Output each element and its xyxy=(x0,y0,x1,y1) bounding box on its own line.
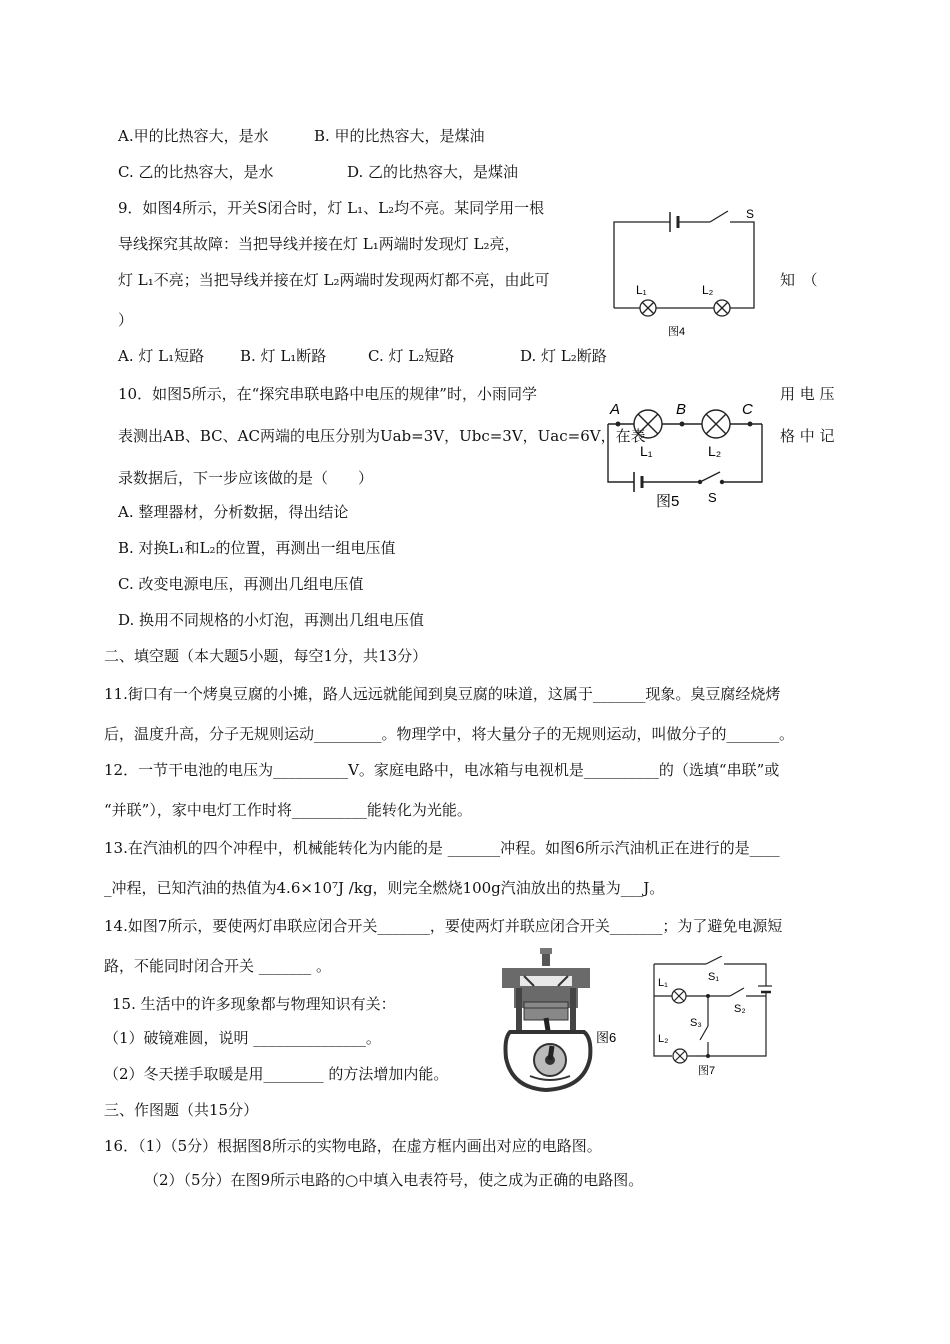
q14-line1: 14.如图7所示，要使两灯串联应闭合开关_______，要使两灯并联应闭合开关_______；为了避免电源短 xyxy=(104,917,783,935)
figure-5-circuit xyxy=(600,398,770,514)
q15-line3: （2）冬天搓手取暖是用________ 的方法增加内能。 xyxy=(104,1065,449,1083)
q10-line1-tail: 用 电 压 xyxy=(780,385,835,403)
q9-line1: 9．如图4所示，开关S闭合时，灯 L₁、L₂均不亮。某同学用一根 xyxy=(118,199,545,217)
q8-option-b: B. 甲的比热容大，是煤油 xyxy=(314,127,485,145)
fig4-switch-label: S xyxy=(746,207,755,221)
q10-option-b: B. 对换L₁和L₂的位置，再测出一组电压值 xyxy=(118,539,396,557)
section-3-title: 三、作图题（共15分） xyxy=(104,1101,259,1119)
fig5-lamp1-label: L₁ xyxy=(640,443,653,459)
q10-line1: 10．如图5所示，在“探究串联电路中电压的规律”时，小雨同学 xyxy=(118,385,537,403)
q8-option-d: D. 乙的比热容大，是煤油 xyxy=(347,163,519,181)
q9-line2: 导线探究其故障：当把导线并接在灯 L₁两端时发现灯 L₂亮， xyxy=(118,235,520,253)
fig5-point-c: C xyxy=(742,401,753,418)
q11-line1: 11.街口有一个烤臭豆腐的小摊，路人远远就能闻到臭豆腐的味道，这属于_______现象。臭豆腐经烧烤 xyxy=(104,685,781,703)
q15-line2: （1）破镜难圆，说明 _______________。 xyxy=(104,1029,381,1047)
fig7-s2-label: S₂ xyxy=(734,1003,746,1015)
q9-line3-tail: 知 （ xyxy=(780,271,818,289)
q9-option-d: D. 灯 L₂断路 xyxy=(520,347,607,365)
q9-option-a: A. 灯 L₁短路 xyxy=(118,347,205,365)
q11-line2: 后，温度升高，分子无规则运动_________。物理学中，将大量分子的无规则运动，叫做分子的_______。 xyxy=(104,725,795,743)
fig7-caption: 图7 xyxy=(698,1065,716,1077)
q10-option-c: C. 改变电源电压，再测出几组电压值 xyxy=(118,575,364,593)
q16-line2: （2）（5分）在图9所示电路的○中填入电表符号，使之成为正确的电路图。 xyxy=(144,1171,644,1189)
fig5-point-b: B xyxy=(676,401,687,418)
q10-line3: 录数据后，下一步应该做的是（ ） xyxy=(118,469,374,487)
fig5-point-a: A xyxy=(610,401,621,418)
fig4-lamp1-label: L₁ xyxy=(636,283,647,297)
q16-line1: 16．（1）（5分）根据图8所示的实物电路，在虚方框内画出对应的电路图。 xyxy=(104,1137,602,1155)
fig5-switch-label: S xyxy=(708,490,717,505)
section-2-title: 二、填空题（本大题5小题，每空1分，共13分） xyxy=(104,647,428,665)
figure-4-circuit xyxy=(606,200,764,340)
q13-line2: _冲程，已知汽油的热值为4.6×10⁷J /kg，则完全燃烧100g汽油放出的热量为___J。 xyxy=(104,879,665,897)
fig7-lamp2-label: L₂ xyxy=(658,1033,669,1045)
fig7-s3-label: S₃ xyxy=(690,1017,702,1029)
q15-line1: 15. 生活中的许多现象都与物理知识有关： xyxy=(112,995,396,1013)
fig5-caption: 图5 xyxy=(656,493,680,510)
figure-6-engine xyxy=(494,946,624,1096)
q9-line3: 灯 L₁不亮；当把导线并接在灯 L₂两端时发现两灯都不亮，由此可 xyxy=(118,271,550,289)
q12-line2: “并联”），家中电灯工作时将__________能转化为光能。 xyxy=(104,801,472,819)
q12-line1: 12．一节干电池的电压为__________V。家庭电路中，电冰箱与电视机是__________的（选填“串联”或 xyxy=(104,761,780,779)
fig4-lamp2-label: L₂ xyxy=(702,283,714,297)
figure-7-circuit xyxy=(646,956,772,1078)
fig6-caption: 图6 xyxy=(596,1030,617,1045)
fig7-lamp1-label: L₁ xyxy=(658,977,668,989)
q8-option-c: C. 乙的比热容大，是水 xyxy=(118,163,274,181)
q9-option-c: C. 灯 L₂短路 xyxy=(368,347,455,365)
fig7-s1-label: S₁ xyxy=(708,971,720,983)
q10-option-d: D. 换用不同规格的小灯泡，再测出几组电压值 xyxy=(118,611,425,629)
q8-option-a: A.甲的比热容大，是水 xyxy=(118,127,269,145)
q10-option-a: A. 整理器材，分析数据，得出结论 xyxy=(118,503,349,521)
q9-option-b: B. 灯 L₁断路 xyxy=(240,347,327,365)
q10-line2-tail: 格 中 记 xyxy=(780,427,835,445)
fig5-lamp2-label: L₂ xyxy=(708,443,722,459)
q14-line2: 路，不能同时闭合开关 _______ 。 xyxy=(104,957,332,975)
q9-line4: ） xyxy=(118,311,134,329)
q10-line2: 表测出AB、BC、AC两端的电压分别为Uab=3V，Ubc=3V，Uac=6V，在表 xyxy=(118,427,646,445)
fig4-caption: 图4 xyxy=(668,326,686,338)
q13-line1: 13.在汽油机的四个冲程中，机械能转化为内能的是 _______冲程。如图6所示汽油机正在进行的是____ xyxy=(104,839,780,857)
